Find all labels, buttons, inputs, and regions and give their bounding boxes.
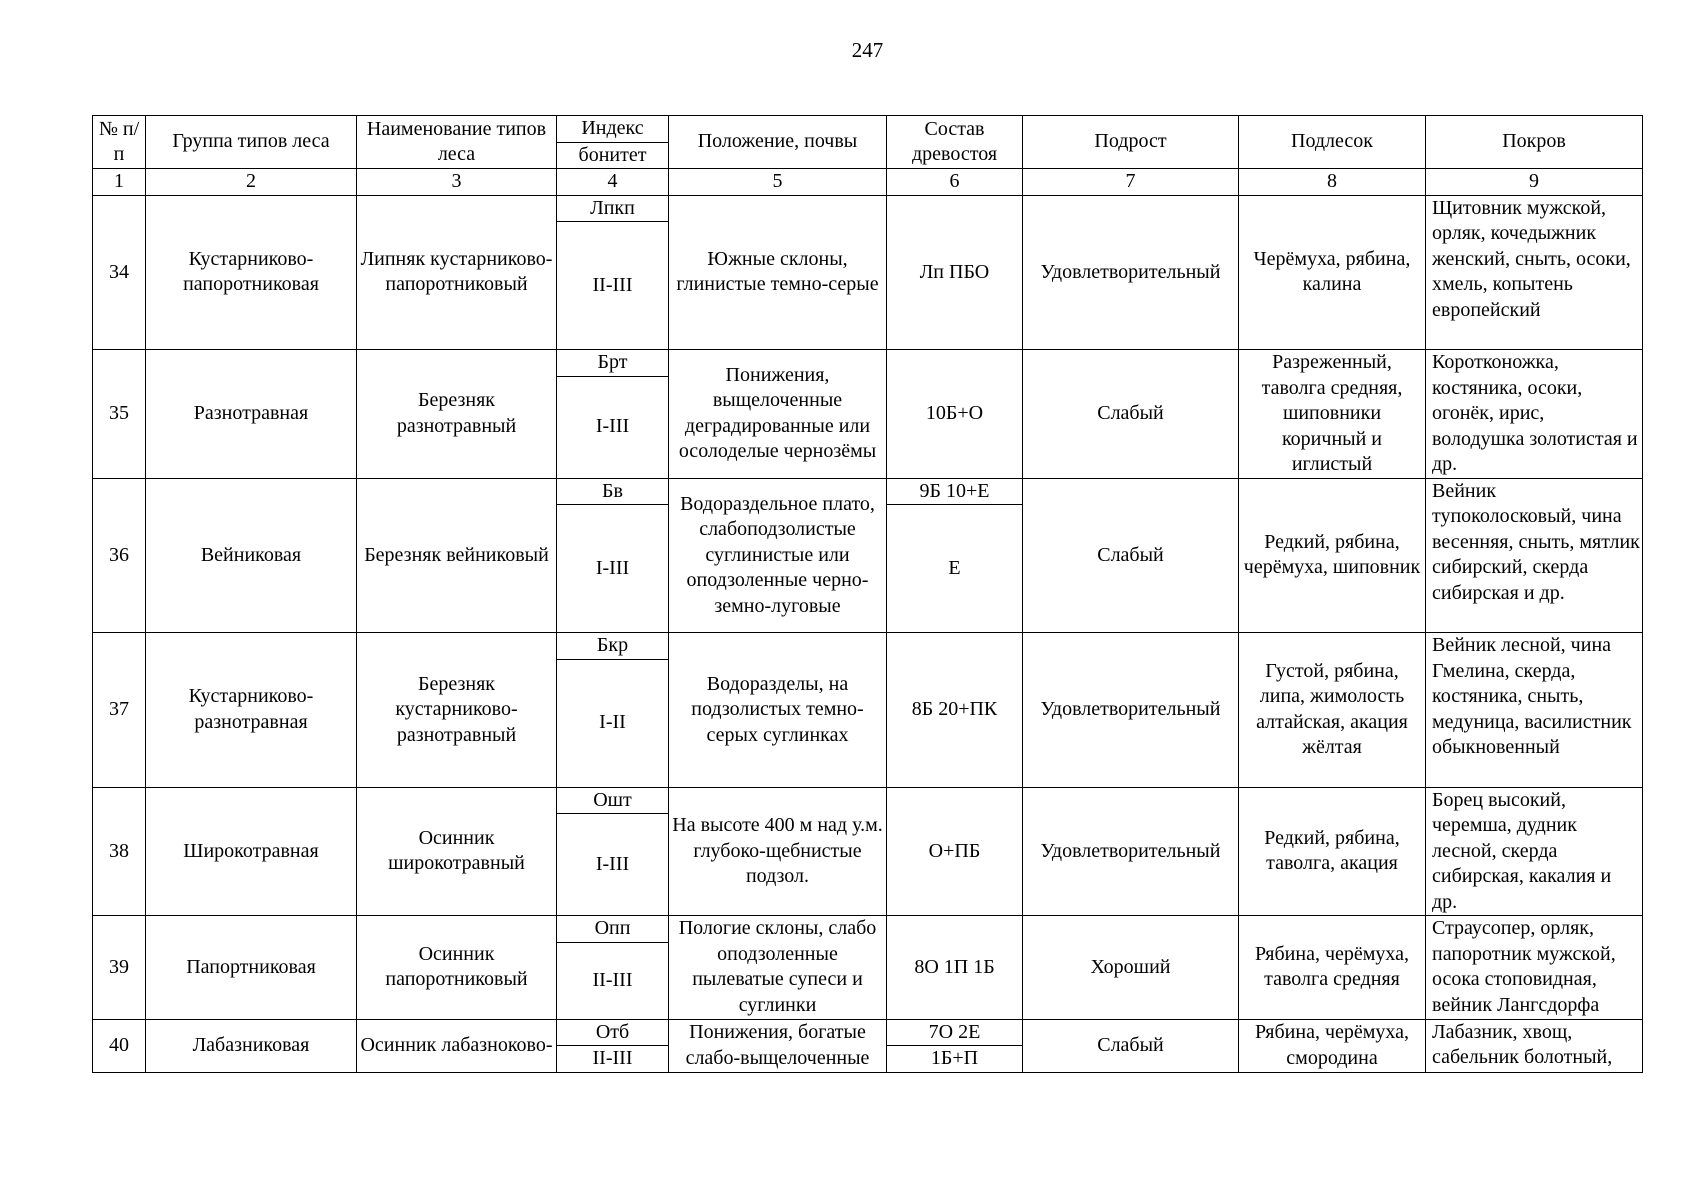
row-undergrowth: Удовлетворительный xyxy=(1023,633,1239,788)
row-group: Папортниковая xyxy=(146,916,357,1020)
row-index: Ошт xyxy=(557,787,669,814)
row-num: 40 xyxy=(93,1019,146,1072)
row-bonitet: I-II xyxy=(557,659,669,787)
row-name: Березняк кустарниково-разнотравный xyxy=(357,633,557,788)
table-row xyxy=(93,478,1643,505)
page-number: 247 xyxy=(851,38,884,62)
row-num: 36 xyxy=(93,478,146,633)
row-underbrush: Рябина, черёмуха, смородина xyxy=(1239,1019,1426,1072)
column-number: 7 xyxy=(1023,169,1239,196)
row-undergrowth: Слабый xyxy=(1023,350,1239,479)
row-index: Отб xyxy=(557,1019,669,1046)
row-position: Понижения, выщелоченные деградированные или осолоделые чернозёмы xyxy=(669,350,887,479)
row-group: Разнотравная xyxy=(146,350,357,479)
row-group: Лабазниковая xyxy=(146,1019,357,1072)
row-position: На высоте 400 м над у.м. глубоко-щебнистые подзол. xyxy=(669,787,887,916)
row-underbrush: Густой, рябина, липа, жимолость алтайская, акация жёлтая xyxy=(1239,633,1426,788)
row-position: Водоразделы, на подзолистых темно-серых суглинках xyxy=(669,633,887,788)
column-number: 4 xyxy=(557,169,669,196)
header-composition: Состав древостоя xyxy=(887,116,1023,169)
table-row xyxy=(93,195,1643,222)
row-cover: Лабазник, хвощ, сабельник болотный, xyxy=(1426,1019,1643,1072)
column-number: 9 xyxy=(1426,169,1643,196)
row-composition: 8Б 20+ПК xyxy=(887,633,1023,788)
header-underbrush: Подлесок xyxy=(1239,116,1426,169)
row-underbrush: Редкий, рябина, таволга, акация xyxy=(1239,787,1426,916)
row-index: Бв xyxy=(557,478,669,505)
row-index: Бкр xyxy=(557,633,669,660)
row-cover: Коротконожка, костяника, осоки, огонёк, ирис, володушка золотистая и др. xyxy=(1426,350,1643,479)
row-group: Вейниковая xyxy=(146,478,357,633)
header-position: Положение, почвы xyxy=(669,116,887,169)
row-underbrush: Черёмуха, рябина, калина xyxy=(1239,195,1426,350)
row-bonitet: II-III xyxy=(557,1046,669,1073)
row-position: Понижения, богатые слабо-выщелоченные xyxy=(669,1019,887,1072)
row-undergrowth: Слабый xyxy=(1023,478,1239,633)
header-name: Наименование типов леса xyxy=(357,116,557,169)
row-name: Липняк кустарниково-папоротниковый xyxy=(357,195,557,350)
row-name: Березняк вейниковый xyxy=(357,478,557,633)
header-num: № п/п xyxy=(93,116,146,169)
row-num: 34 xyxy=(93,195,146,350)
row-name: Осинник широкотравный xyxy=(357,787,557,916)
row-bonitet: I-III xyxy=(557,505,669,633)
row-composition-bottom: 1Б+П xyxy=(887,1046,1023,1073)
row-cover: Страусопер, орляк, папоротник мужской, осока стоповидная, вейник Лангсдорфа xyxy=(1426,916,1643,1020)
table-row xyxy=(93,787,1643,814)
column-number: 8 xyxy=(1239,169,1426,196)
row-position: Пологие склоны, слабо оподзоленные пылеватые супеси и суглинки xyxy=(669,916,887,1020)
row-group: Кустарниково-разнотравная xyxy=(146,633,357,788)
header-bonitet: бонитет xyxy=(557,142,669,169)
column-number: 2 xyxy=(146,169,357,196)
row-bonitet: I-III xyxy=(557,376,669,478)
row-cover: Щитовник мужской, орляк, кочедыжник женский, сныть, осоки, хмель, копытень европейский xyxy=(1426,195,1643,350)
row-index: Лпкп xyxy=(557,195,669,222)
row-cover: Борец высокий, черемша, дудник лесной, скерда сибирская, какалия и др. xyxy=(1426,787,1643,916)
row-composition: Лп ПБО xyxy=(887,195,1023,350)
row-undergrowth: Слабый xyxy=(1023,1019,1239,1072)
row-composition: 8О 1П 1Б xyxy=(887,916,1023,1020)
row-bonitet: II-III xyxy=(557,222,669,350)
column-number: 5 xyxy=(669,169,887,196)
row-composition-top: 7О 2Е xyxy=(887,1019,1023,1046)
row-undergrowth: Хороший xyxy=(1023,916,1239,1020)
row-underbrush: Редкий, рябина, черёмуха, шиповник xyxy=(1239,478,1426,633)
row-num: 38 xyxy=(93,787,146,916)
table-row xyxy=(93,916,1643,943)
row-group: Широкотравная xyxy=(146,787,357,916)
row-composition: О+ПБ xyxy=(887,787,1023,916)
row-index: Опп xyxy=(557,916,669,943)
column-number: 3 xyxy=(357,169,557,196)
table-row xyxy=(93,350,1643,377)
row-undergrowth: Удовлетворительный xyxy=(1023,787,1239,916)
row-num: 35 xyxy=(93,350,146,479)
column-number: 6 xyxy=(887,169,1023,196)
table-row xyxy=(93,1019,1643,1046)
row-name: Березняк разнотравный xyxy=(357,350,557,479)
row-composition-bottom: Е xyxy=(887,505,1023,633)
header-undergrowth: Подрост xyxy=(1023,116,1239,169)
row-position: Водораздельное плато, слабоподзолистые суглинистые или оподзоленные черно-земно-луговые xyxy=(669,478,887,633)
row-name: Осинник лабазноково- xyxy=(357,1019,557,1072)
column-number: 1 xyxy=(93,169,146,196)
row-undergrowth: Удовлетворительный xyxy=(1023,195,1239,350)
forest-types-table xyxy=(92,115,1643,1073)
row-name: Осинник папоротниковый xyxy=(357,916,557,1020)
row-cover: Вейник лесной, чина Гмелина, скерда, костяника, сныть, медуница, василистник обыкновенный xyxy=(1426,633,1643,788)
header-cover: Покров xyxy=(1426,116,1643,169)
row-num: 37 xyxy=(93,633,146,788)
row-composition: 10Б+О xyxy=(887,350,1023,479)
table-row xyxy=(93,633,1643,660)
header-group: Группа типов леса xyxy=(146,116,357,169)
row-group: Кустарниково-папоротниковая xyxy=(146,195,357,350)
row-underbrush: Разреженный, таволга средняя, шиповники коричный и иглистый xyxy=(1239,350,1426,479)
row-cover: Вейник тупоколосковый, чина весенняя, сныть, мятлик сибирский, скерда сибирская и др. xyxy=(1426,478,1643,633)
row-index: Брт xyxy=(557,350,669,377)
row-bonitet: I-III xyxy=(557,814,669,916)
row-num: 39 xyxy=(93,916,146,1020)
row-composition-top: 9Б 10+Е xyxy=(887,478,1023,505)
header-index: Индекс xyxy=(557,116,669,143)
row-underbrush: Рябина, черёмуха, таволга средняя xyxy=(1239,916,1426,1020)
row-position: Южные склоны, глинистые темно-серые xyxy=(669,195,887,350)
row-bonitet: II-III xyxy=(557,942,669,1019)
